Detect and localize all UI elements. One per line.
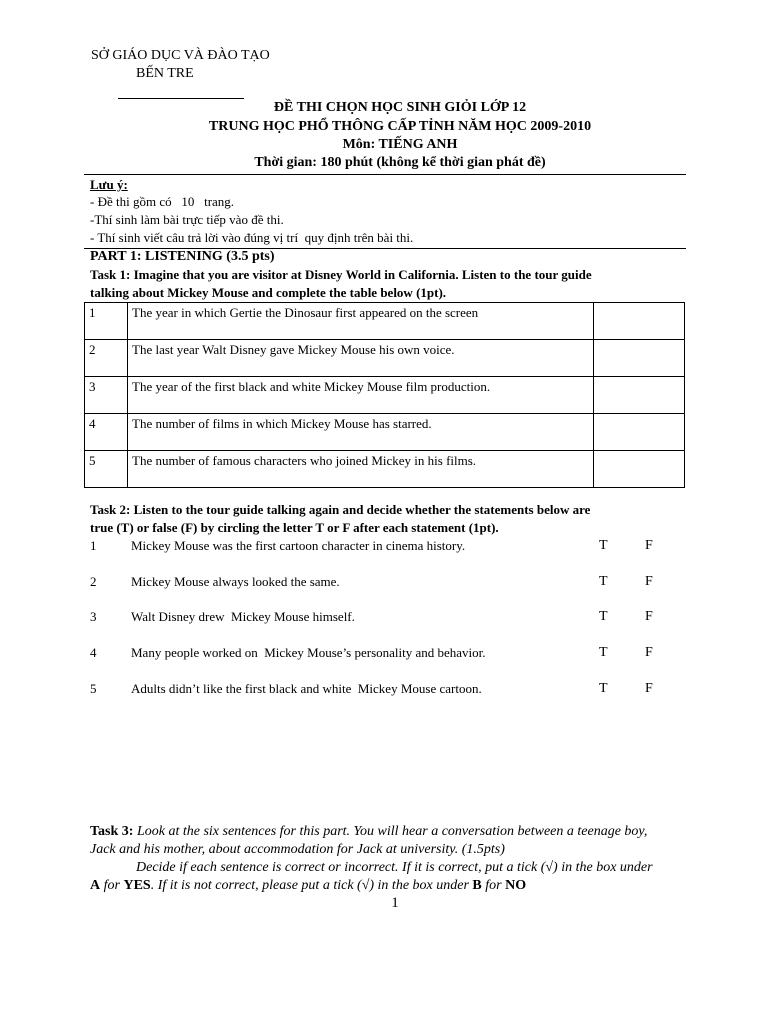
statement-text: Walt Disney drew Mickey Mouse himself. [131, 609, 355, 624]
false-option[interactable]: F [645, 681, 653, 696]
task3-text: Look at the six sentences for this part. You will hear a conversation between a teenage boy, [136, 824, 648, 839]
row-number: 4 [85, 414, 128, 451]
statement-text: Mickey Mouse always looked the same. [131, 574, 340, 589]
answer-cell[interactable] [594, 414, 685, 451]
row-description: The last year Walt Disney gave Mickey Mouse his own voice. [128, 340, 594, 377]
option-a-label: A [90, 878, 101, 893]
true-option[interactable]: T [599, 645, 608, 660]
exam-subtitle: TRUNG HỌC PHỔ THÔNG CẤP TỈNH NĂM HỌC 2009-2010 [208, 119, 592, 134]
answer-cell[interactable] [594, 377, 685, 414]
task3-label: Task 3: [90, 824, 134, 839]
statement-number: 5 [90, 681, 97, 696]
statement-row [90, 538, 670, 556]
row-number: 5 [85, 451, 128, 488]
page-number: 1 [391, 895, 399, 911]
row-description: The number of films in which Mickey Mouse has starred. [128, 414, 594, 451]
exam-title: ĐỀ THI CHỌN HỌC SINH GIỎI LỚP 12 [273, 100, 527, 115]
task3-line [90, 878, 526, 894]
statement-row [90, 681, 670, 699]
statement-number: 3 [90, 609, 97, 624]
false-option[interactable]: F [645, 538, 653, 553]
statement-row [90, 645, 670, 663]
no-label: NO [505, 878, 527, 893]
task1-instruction: Task 1: Imagine that you are visitor at Disney World in California. Listen to the tour guide [90, 267, 592, 282]
table-row [85, 451, 685, 488]
table-row [85, 414, 685, 451]
answer-cell[interactable] [594, 303, 685, 340]
answer-cell[interactable] [594, 451, 685, 488]
task2-instruction: Task 2: Listen to the tour guide talking again and decide whether the statements below are [90, 502, 591, 517]
statement-number: 4 [90, 645, 97, 660]
task3-line: Decide if each sentence is correct or incorrect. If it is correct, put a tick (√) in the box under [136, 860, 653, 875]
statement-row [90, 609, 670, 627]
false-option[interactable]: F [645, 574, 653, 589]
row-number: 3 [85, 377, 128, 414]
table-row [85, 377, 685, 414]
header-rule [84, 174, 686, 175]
true-option[interactable]: T [599, 574, 608, 589]
task3-text: . If it is not correct, please put a tick (√) in the box under [150, 878, 473, 893]
exam-time: Thời gian: 180 phút (không kể thời gian phát đề) [254, 155, 546, 170]
notes-item: - Đề thi gồm có 10 trang. [90, 194, 235, 209]
true-option[interactable]: T [599, 538, 608, 553]
notes-item: - Thí sinh viết câu trả lời vào đúng vị trí quy định trên bài thi. [90, 230, 414, 245]
notes-heading: Lưu ý: [90, 177, 128, 192]
task3-line [90, 824, 730, 840]
task1-table [84, 302, 685, 488]
part1-title: PART 1: LISTENING (3.5 pts) [90, 249, 275, 264]
task1-instruction: talking about Mickey Mouse and complete the table below (1pt). [90, 285, 447, 300]
row-description: The year of the first black and white Mickey Mouse film production. [128, 377, 594, 414]
statement-row [90, 574, 670, 592]
table-row [85, 303, 685, 340]
row-description: The number of famous characters who joined Mickey in his films. [128, 451, 594, 488]
notes-item: -Thí sinh làm bài trực tiếp vào đề thi. [90, 212, 284, 227]
false-option[interactable]: F [645, 609, 653, 624]
answer-cell[interactable] [594, 340, 685, 377]
task3-line: Jack and his mother, about accommodation for Jack at university. (1.5pts) [90, 842, 505, 857]
statement-number: 1 [90, 538, 97, 553]
row-number: 2 [85, 340, 128, 377]
true-option[interactable]: T [599, 609, 608, 624]
task3-text: for [481, 878, 506, 893]
task3-text: for [100, 878, 124, 893]
task2-instruction: true (T) or false (F) by circling the letter T or F after each statement (1pt). [90, 520, 499, 535]
statement-number: 2 [90, 574, 97, 589]
row-description: The year in which Gertie the Dinosaur first appeared on the screen [128, 303, 594, 340]
exam-subject: Môn: TIẾNG ANH [342, 137, 458, 152]
yes-label: YES [123, 878, 151, 893]
row-number: 1 [85, 303, 128, 340]
table-row [85, 340, 685, 377]
statement-text: Adults didn’t like the first black and white Mickey Mouse cartoon. [131, 681, 482, 696]
department-name: SỞ GIÁO DỤC VÀ ĐÀO TẠO [91, 48, 270, 63]
province-name: BẾN TRE [136, 66, 194, 81]
option-b-label: B [472, 878, 482, 893]
statement-text: Mickey Mouse was the first cartoon character in cinema history. [131, 538, 466, 553]
true-option[interactable]: T [599, 681, 608, 696]
statement-text: Many people worked on Mickey Mouse’s personality and behavior. [131, 645, 486, 660]
false-option[interactable]: F [645, 645, 653, 660]
header-underline [118, 98, 244, 99]
